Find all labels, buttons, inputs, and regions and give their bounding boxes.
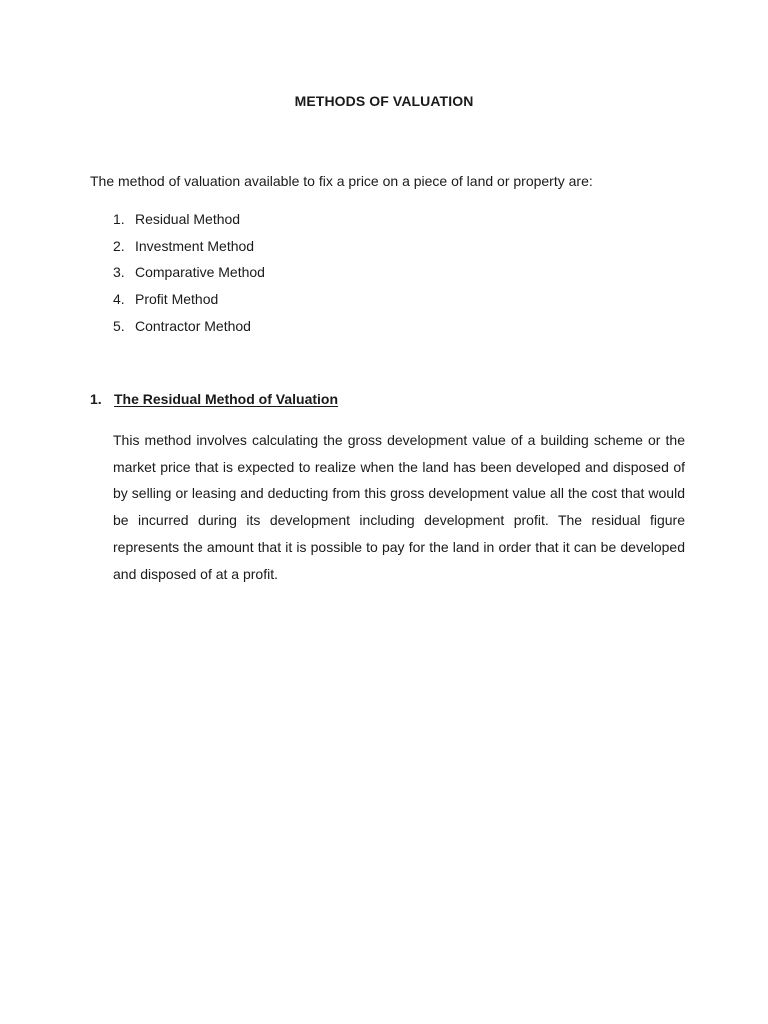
intro-paragraph: The method of valuation available to fix a price on a piece of land or property are: — [90, 173, 593, 189]
list-item — [113, 290, 265, 317]
list-item-label: Investment Method — [135, 237, 255, 254]
page-title: METHODS OF VALUATION — [294, 93, 474, 109]
list-item-number: 4. — [113, 291, 125, 308]
list-item — [113, 263, 265, 290]
list-item-label: Comparative Method — [135, 264, 265, 281]
list-item-number: 5. — [113, 317, 125, 334]
methods-list — [113, 210, 265, 343]
list-item-label: Profit Method — [135, 291, 219, 308]
section-heading-text: The Residual Method of Valuation — [114, 391, 339, 407]
section-body-paragraph: This method involves calculating the gross development value of a building scheme or the market price that is expected to realize when the land has been developed and disposed of by selling or leasing and deducting from this gross development value all the cost that would be incurred during its development including development profit. The residual figure represents the amount that it is possible to pay for the land in order that it can be developed and disposed of at a profit. — [113, 432, 685, 582]
section-number: 1. — [90, 391, 102, 407]
list-item — [113, 210, 265, 237]
list-item-label: Residual Method — [135, 211, 241, 227]
list-item-number: 3. — [113, 264, 125, 281]
list-item — [113, 317, 265, 344]
list-item — [113, 237, 265, 264]
list-item-label: Contractor Method — [135, 317, 251, 334]
section-heading — [90, 391, 338, 407]
list-item-number: 2. — [113, 237, 125, 254]
list-item-number: 1. — [113, 211, 125, 227]
